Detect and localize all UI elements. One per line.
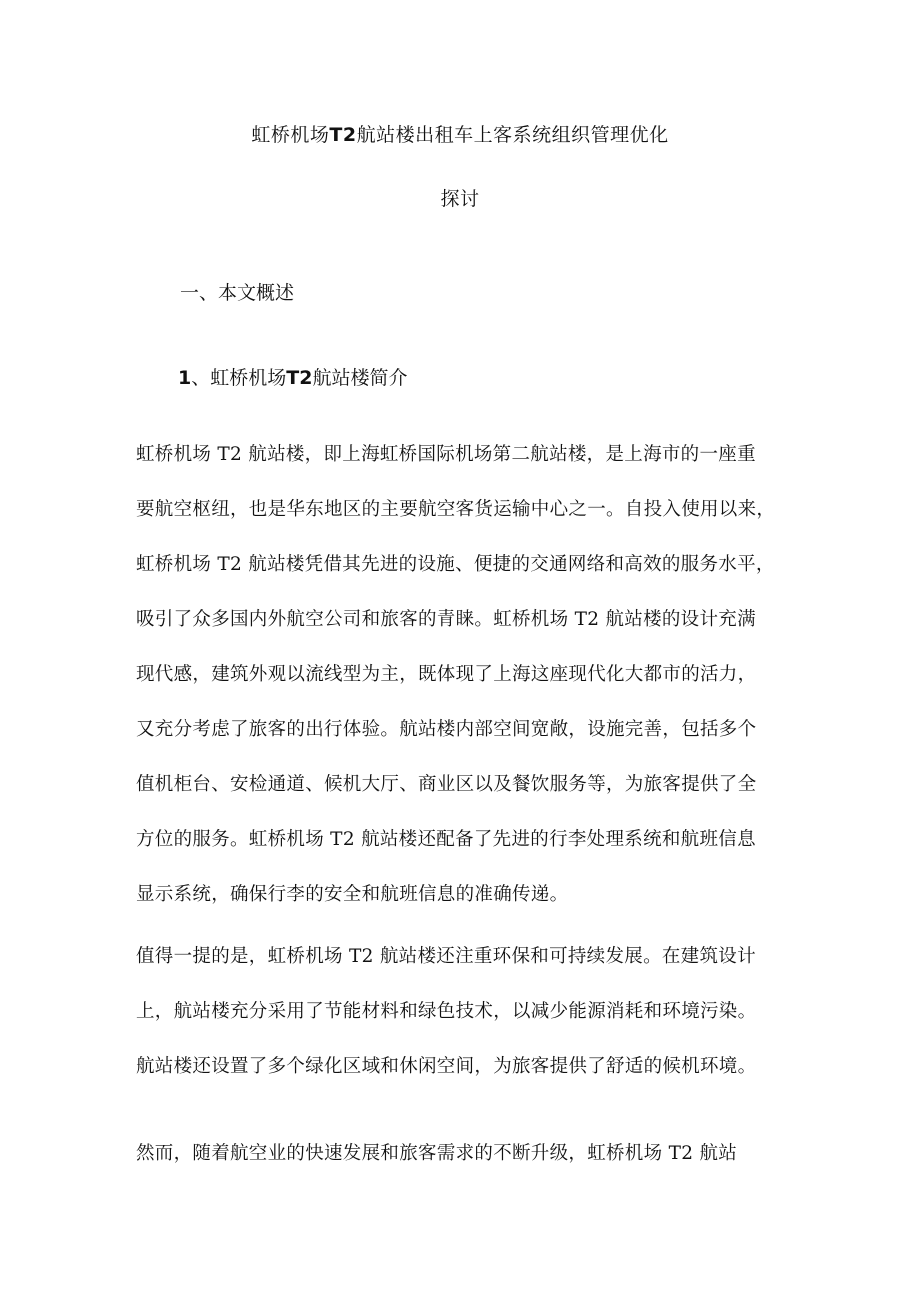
section-heading: 一、本文概述	[180, 282, 295, 304]
subsection-prefix: 、虹桥机场	[191, 367, 287, 389]
paragraph-2-line: 值得一提的是，虹桥机场 T2 航站楼还注重环保和可持续发展。在建筑设计	[136, 946, 756, 967]
document-title-line-2: 探讨	[440, 188, 480, 210]
paragraph-3-line: 然而，随着航空业的快速发展和旅客需求的不断升级，虹桥机场 T2 航站	[136, 1143, 738, 1164]
paragraph-1-line: 显示系统，确保行李的安全和航班信息的准确传递。	[136, 884, 569, 905]
document-title-line-1	[0, 123, 920, 147]
subsection-heading	[178, 366, 407, 390]
subsection-number: 1	[178, 367, 192, 389]
paragraph-2-line: 航站楼还设置了多个绿化区域和休闲空间，为旅客提供了舒适的候机环境。	[136, 1056, 757, 1077]
subsection-bold-code: T2	[286, 367, 313, 389]
paragraph-1-line: 方位的服务。虹桥机场 T2 航站楼还配备了先进的行李处理系统和航班信息	[136, 829, 756, 850]
paragraph-1-line: 虹桥机场 T2 航站楼，即上海虹桥国际机场第二航站楼，是上海市的一座重	[136, 444, 756, 465]
paragraph-1-line: 虹桥机场 T2 航站楼凭借其先进的设施、便捷的交通网络和高效的服务水平，	[136, 554, 775, 575]
paragraph-1-line: 值机柜台、安检通道、候机大厅、商业区以及餐饮服务等，为旅客提供了全	[136, 774, 757, 795]
paragraph-1-line: 现代感，建筑外观以流线型为主，既体现了上海这座现代化大都市的活力，	[136, 664, 757, 685]
title-prefix: 虹桥机场	[251, 124, 330, 146]
paragraph-1-line: 吸引了众多国内外航空公司和旅客的青睐。虹桥机场 T2 航站楼的设计充满	[136, 609, 756, 630]
paragraph-2-line: 上，航站楼充分采用了节能材料和绿色技术，以减少能源消耗和环境污染。	[136, 1001, 757, 1022]
paragraph-1-line: 要航空枢纽，也是华东地区的主要航空客货运输中心之一。自投入使用以来，	[136, 499, 776, 520]
title-bold-code: T2	[329, 124, 357, 146]
title-suffix: 航站楼出租车上客系统组织管理优化	[356, 124, 669, 146]
paragraph-1-line: 又充分考虑了旅客的出行体验。航站楼内部空间宽敞，设施完善，包括多个	[136, 719, 757, 740]
subsection-suffix: 航站楼简介	[312, 367, 408, 389]
